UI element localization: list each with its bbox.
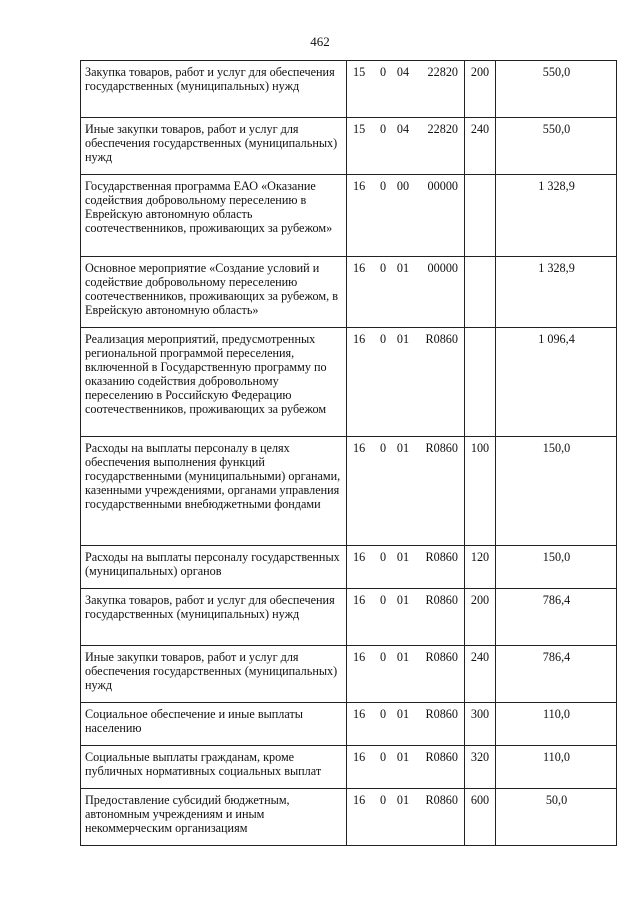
direction-code: 22820 [427, 65, 458, 79]
target-code-cell [347, 789, 465, 846]
activity-code: 00 [396, 179, 410, 193]
table-row [81, 61, 617, 118]
expense-name-cell [81, 746, 347, 789]
activity-code: 01 [396, 650, 410, 664]
table-row [81, 589, 617, 646]
amount-value: 550,0 [542, 122, 571, 136]
target-code-cell [347, 61, 465, 118]
subprogram-code: 0 [379, 179, 387, 193]
expense-type-code: 300 [470, 707, 490, 721]
expense-type-code: 200 [470, 65, 490, 79]
expense-type-cell [465, 437, 496, 546]
subprogram-code: 0 [379, 122, 387, 136]
expense-name: Расходы на выплаты персоналу в целях обеспечения выполнения функций государственными (муниципальными) органами, казенными учреждениями, органами управления государственными внебюджетными фондами [85, 441, 341, 511]
activity-code: 01 [396, 793, 410, 807]
table-row [81, 328, 617, 437]
expense-type-cell [465, 789, 496, 846]
amount-value: 550,0 [542, 65, 571, 79]
budget-table-body [81, 61, 617, 846]
amount-cell [496, 328, 617, 437]
amount-value: 150,0 [542, 550, 571, 564]
direction-code: R0860 [425, 550, 458, 564]
program-code: 15 [353, 65, 366, 79]
target-code-cell [347, 703, 465, 746]
expense-type-code: 240 [470, 122, 490, 136]
program-code: 16 [353, 793, 366, 807]
expense-type-code: 240 [470, 650, 490, 664]
expense-type-cell [465, 546, 496, 589]
amount-value: 110,0 [543, 707, 570, 721]
amount-cell [496, 118, 617, 175]
amount-value: 1 328,9 [538, 179, 575, 193]
program-code: 16 [353, 593, 366, 607]
table-row [81, 257, 617, 328]
activity-code: 01 [396, 593, 410, 607]
expense-name: Социальное обеспечение и иные выплаты населению [85, 707, 303, 735]
subprogram-code: 0 [379, 650, 387, 664]
activity-code: 01 [396, 441, 410, 455]
direction-code: R0860 [425, 650, 458, 664]
program-code: 16 [353, 261, 366, 275]
amount-value: 110,0 [543, 750, 570, 764]
table-row [81, 703, 617, 746]
table-row [81, 789, 617, 846]
expense-name-cell [81, 789, 347, 846]
expense-type-cell [465, 589, 496, 646]
expense-name: Государственная программа ЕАО «Оказание содействия добровольному переселению в Еврейскую автономную область соотечественников, проживающих за рубежом» [85, 179, 333, 235]
expense-type-code: 600 [470, 793, 490, 807]
expense-type-code: 200 [470, 593, 490, 607]
expense-name: Социальные выплаты гражданам, кроме публичных нормативных социальных выплат [85, 750, 322, 778]
direction-code: R0860 [425, 750, 458, 764]
expense-type-code: 120 [470, 550, 490, 564]
amount-cell [496, 175, 617, 257]
amount-cell [496, 746, 617, 789]
budget-table [80, 60, 617, 846]
activity-code: 01 [396, 261, 410, 275]
expense-name: Закупка товаров, работ и услуг для обеспечения государственных (муниципальных) нужд [85, 593, 335, 621]
program-code: 16 [353, 441, 366, 455]
target-code-cell [347, 646, 465, 703]
target-code-cell [347, 437, 465, 546]
program-code: 16 [353, 650, 366, 664]
expense-type-cell [465, 328, 496, 437]
target-code-cell [347, 257, 465, 328]
table-row [81, 546, 617, 589]
direction-code: R0860 [425, 332, 458, 346]
expense-type-cell [465, 175, 496, 257]
expense-name-cell [81, 175, 347, 257]
expense-type-cell [465, 61, 496, 118]
activity-code: 04 [396, 122, 410, 136]
direction-code: 22820 [427, 122, 458, 136]
expense-name: Предоставление субсидий бюджетным, автономным учреждениям и иным некоммерческим организациям [85, 793, 290, 835]
expense-type-cell [465, 646, 496, 703]
direction-code: R0860 [425, 793, 458, 807]
expense-name-cell [81, 328, 347, 437]
expense-type-cell [465, 703, 496, 746]
expense-name: Закупка товаров, работ и услуг для обеспечения государственных (муниципальных) нужд [85, 65, 335, 93]
expense-type-code: 100 [470, 441, 490, 455]
table-row [81, 437, 617, 546]
direction-code: R0860 [425, 707, 458, 721]
activity-code: 01 [396, 750, 410, 764]
table-row [81, 175, 617, 257]
subprogram-code: 0 [379, 550, 387, 564]
amount-cell [496, 437, 617, 546]
direction-code: 00000 [427, 261, 458, 275]
amount-cell [496, 789, 617, 846]
expense-name-cell [81, 61, 347, 118]
amount-cell [496, 589, 617, 646]
expense-type-cell [465, 746, 496, 789]
expense-type-cell [465, 257, 496, 328]
expense-name: Расходы на выплаты персоналу государственных (муниципальных) органов [85, 550, 340, 578]
target-code-cell [347, 175, 465, 257]
expense-type-code: 320 [470, 750, 490, 764]
expense-name: Иные закупки товаров, работ и услуг для обеспечения государственных (муниципальных) нужд [85, 650, 338, 692]
activity-code: 01 [396, 332, 410, 346]
subprogram-code: 0 [379, 707, 387, 721]
amount-value: 50,0 [545, 793, 568, 807]
subprogram-code: 0 [379, 65, 387, 79]
expense-name-cell [81, 546, 347, 589]
expense-name-cell [81, 257, 347, 328]
target-code-cell [347, 328, 465, 437]
amount-value: 1 328,9 [538, 261, 575, 275]
subprogram-code: 0 [379, 750, 387, 764]
page-number: 462 [310, 34, 330, 49]
subprogram-code: 0 [379, 793, 387, 807]
activity-code: 01 [396, 707, 410, 721]
direction-code: R0860 [425, 593, 458, 607]
expense-name: Иные закупки товаров, работ и услуг для обеспечения государственных (муниципальных) нужд [85, 122, 338, 164]
amount-value: 150,0 [542, 441, 571, 455]
expense-name-cell [81, 118, 347, 175]
amount-cell [496, 703, 617, 746]
amount-value: 786,4 [542, 593, 571, 607]
target-code-cell [347, 546, 465, 589]
program-code: 15 [353, 122, 366, 136]
program-code: 16 [353, 179, 366, 193]
target-code-cell [347, 118, 465, 175]
activity-code: 01 [396, 550, 410, 564]
target-code-cell [347, 589, 465, 646]
table-row [81, 746, 617, 789]
activity-code: 04 [396, 65, 410, 79]
table-row [81, 646, 617, 703]
direction-code: 00000 [427, 179, 458, 193]
direction-code: R0860 [425, 441, 458, 455]
expense-name: Основное мероприятие «Создание условий и содействие добровольному переселению соотечественников, проживающих за рубежом, в Еврейскую автономную область» [85, 261, 338, 317]
table-row [81, 118, 617, 175]
subprogram-code: 0 [379, 332, 387, 346]
subprogram-code: 0 [379, 593, 387, 607]
amount-cell [496, 61, 617, 118]
program-code: 16 [353, 332, 366, 346]
subprogram-code: 0 [379, 441, 387, 455]
expense-name-cell [81, 589, 347, 646]
amount-value: 1 096,4 [538, 332, 575, 346]
expense-type-cell [465, 118, 496, 175]
program-code: 16 [353, 707, 366, 721]
subprogram-code: 0 [379, 261, 387, 275]
expense-name: Реализация мероприятий, предусмотренных региональной программой переселения, включенной в Государственную программу по оказанию содействия добровольному переселению в Российскую Федерацию соотечественников, проживающих за рубежом [85, 332, 327, 416]
expense-name-cell [81, 703, 347, 746]
expense-name-cell [81, 437, 347, 546]
expense-name-cell [81, 646, 347, 703]
target-code-cell [347, 746, 465, 789]
program-code: 16 [353, 550, 366, 564]
amount-value: 786,4 [542, 650, 571, 664]
amount-cell [496, 546, 617, 589]
program-code: 16 [353, 750, 366, 764]
amount-cell [496, 257, 617, 328]
amount-cell [496, 646, 617, 703]
